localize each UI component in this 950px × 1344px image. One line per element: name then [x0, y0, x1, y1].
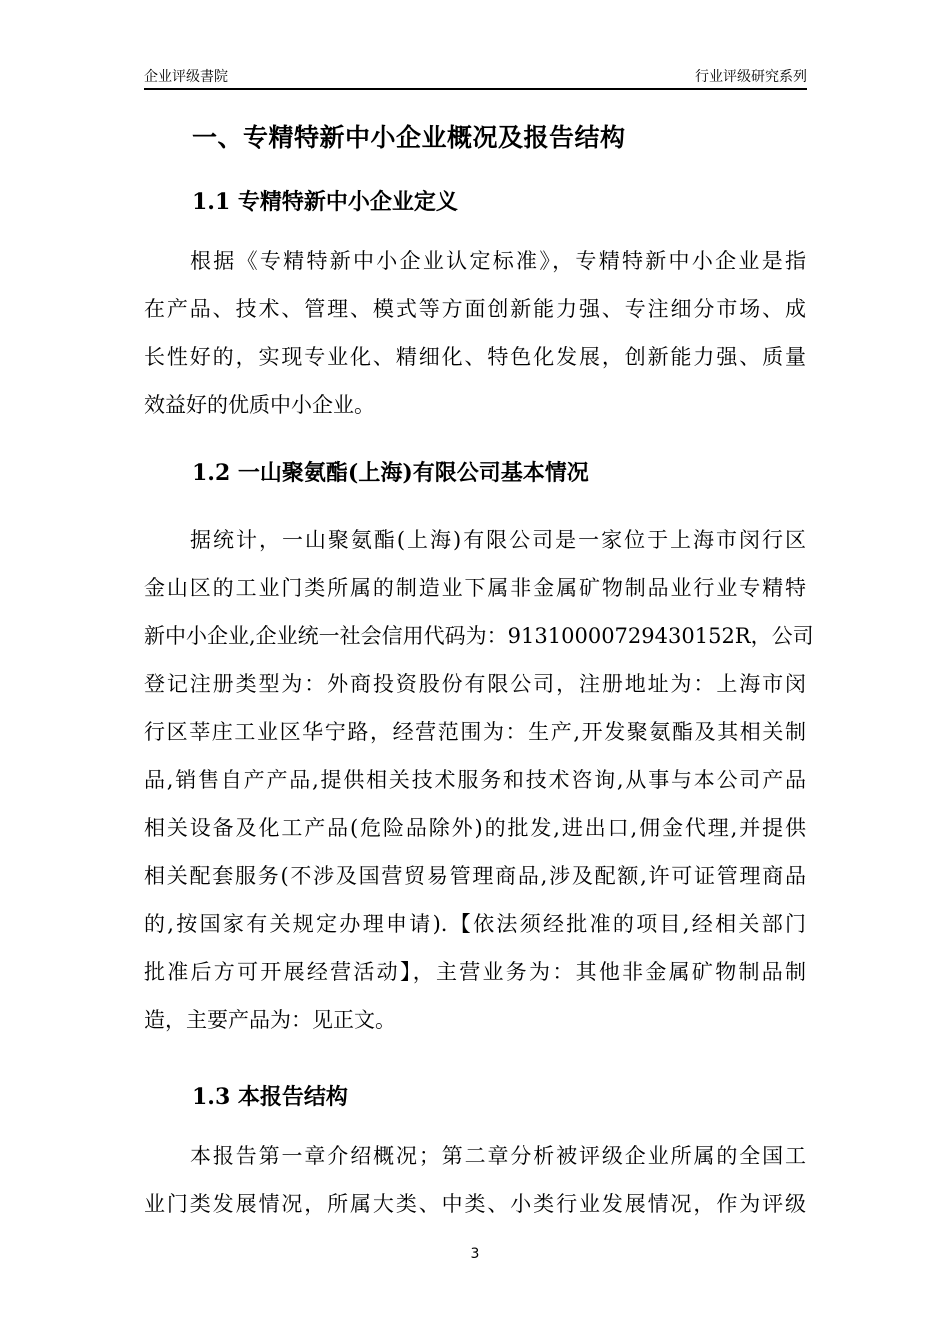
- paragraph-line: 长性好的，实现专业化、精细化、特色化发展，创新能力强、质量: [144, 345, 806, 369]
- paragraph-line: 新中小企业,企业统一社会信用代码为：91310000729430152R，公司: [144, 624, 814, 648]
- header-left-text: 企业评级書院: [144, 69, 228, 85]
- section-heading-1-3: 1.3 本报告结构: [192, 1084, 348, 1110]
- paragraph-line: 行区莘庄工业区华宁路，经营范围为：生产,开发聚氨酯及其相关制: [144, 720, 806, 744]
- section-heading-1-2: 1.2 一山聚氨酯(上海)有限公司基本情况: [192, 460, 589, 486]
- paragraph-line: 登记注册类型为：外商投资股份有限公司，注册地址为：上海市闵: [144, 672, 806, 696]
- paragraph-line: 批准后方可开展经营活动】，主营业务为：其他非金属矿物制品制: [144, 960, 806, 984]
- section-heading-1-1: 1.1 专精特新中小企业定义: [192, 189, 458, 215]
- paragraph-line: 相关配套服务(不涉及国营贸易管理商品,涉及配额,许可证管理商品: [144, 864, 806, 888]
- page-header: [144, 66, 807, 90]
- header-right-text: 行业评级研究系列: [695, 69, 807, 85]
- section-1-3-paragraph: [144, 1132, 806, 1228]
- page-number: 3: [470, 1246, 480, 1262]
- paragraph-line: 相关设备及化工产品(危险品除外)的批发,进出口,佣金代理,并提供: [144, 816, 806, 840]
- paragraph-line: 造，主要产品为：见正文。: [144, 1008, 396, 1032]
- section-1-1-paragraph: [144, 237, 806, 429]
- paragraph-line: 的,按国家有关规定办理申请).【依法须经批准的项目,经相关部门: [144, 912, 806, 936]
- section-1-2-paragraph: [144, 516, 814, 1044]
- paragraph-line: 业门类发展情况，所属大类、中类、小类行业发展情况，作为评级: [144, 1192, 806, 1216]
- paragraph-line: 本报告第一章介绍概况；第二章分析被评级企业所属的全国工: [190, 1144, 806, 1168]
- paragraph-line: 品,销售自产产品,提供相关技术服务和技术咨询,从事与本公司产品: [144, 768, 806, 792]
- paragraph-line: 金山区的工业门类所属的制造业下属非金属矿物制品业行业专精特: [144, 576, 806, 600]
- paragraph-line: 在产品、技术、管理、模式等方面创新能力强、专注细分市场、成: [144, 297, 806, 321]
- paragraph-line: 效益好的优质中小企业。: [144, 393, 375, 417]
- paragraph-line: 根据《专精特新中小企业认定标准》，专精特新中小企业是指: [190, 249, 806, 273]
- paragraph-line: 据统计，一山聚氨酯(上海)有限公司是一家位于上海市闵行区: [190, 528, 806, 552]
- chapter-title: 一、专精特新中小企业概况及报告结构: [192, 123, 626, 152]
